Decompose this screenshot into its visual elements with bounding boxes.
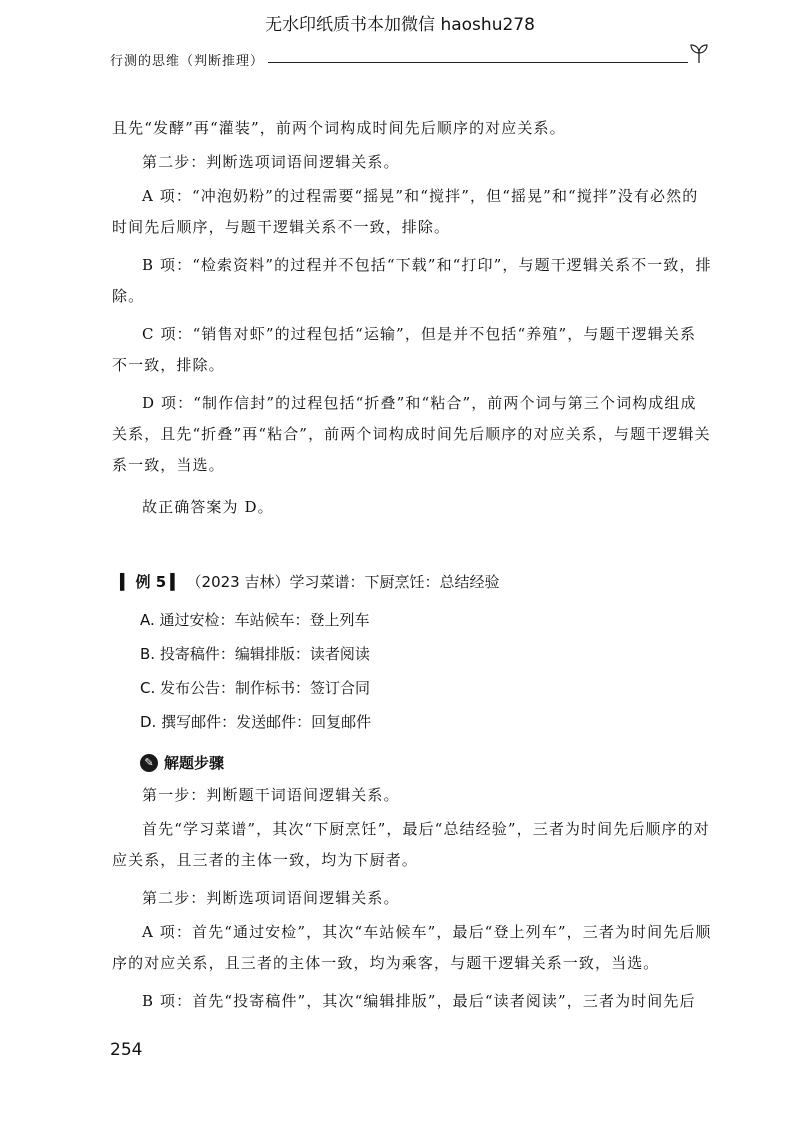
option-a: A. 通过安检：车站候车：登上列车 xyxy=(140,611,370,629)
example-text: （2023 吉林）学习菜谱：下厨烹饪：总结经验 xyxy=(186,573,500,591)
example-bar: ▍ xyxy=(120,573,132,591)
steps-icon: ✎ xyxy=(140,754,158,772)
header-title: 行测的思维（判断推理） xyxy=(110,54,265,69)
watermark-banner: 无水印纸质书本加微信 haoshu278 xyxy=(265,15,535,35)
running-header xyxy=(110,50,710,74)
example-bar: ▍ xyxy=(170,573,182,591)
option-b: B. 投寄稿件：编辑排版：读者阅读 xyxy=(140,645,370,663)
paragraph: D 项：“制作信封”的过程包括“折叠”和“粘合”，前两个词与第三个词构成组成关系，且先“折叠”再“粘合”，前两个词构成时间先后顺序的对应关系，与题干逻辑关系一致，当选。 xyxy=(112,394,711,474)
paragraph: A 项：首先“通过安检”，其次“车站候车”，最后“登上列车”，三者为时间先后顺序的对应关系，且三者的主体一致，均为乘客，与题干逻辑关系一致，当选。 xyxy=(112,923,712,972)
header-rule xyxy=(268,62,688,63)
option-c: C. 发布公告：制作标书：签订合同 xyxy=(140,679,371,697)
steps-label: 解题步骤 xyxy=(164,754,225,772)
paragraph: B 项：“检索资料”的过程并不包括“下载”和“打印”，与题干逻辑关系不一致，排除。 xyxy=(112,256,712,305)
paragraph: 且先“发酵”再“灌装”，前两个词构成时间先后顺序的对应关系。 xyxy=(112,119,566,137)
example-heading xyxy=(120,571,500,592)
paragraph: 故正确答案为 D。 xyxy=(142,498,274,516)
paragraph: C 项：“销售对虾”的过程包括“运输”，但是并不包括“养殖”，与题干逻辑关系不一致，排除。 xyxy=(112,325,697,374)
paragraph: 首先“学习菜谱”，其次“下厨烹饪”，最后“总结经验”，三者为时间先后顺序的对应关系，且三者的主体一致，均为下厨者。 xyxy=(112,820,710,869)
example-number: 例 5 xyxy=(135,573,167,591)
page-number: 254 xyxy=(110,1040,143,1060)
paragraph: A 项：“冲泡奶粉”的过程需要“摇晃”和“搅拌”，但“摇晃”和“搅拌”没有必然的时间先后顺序，与题干逻辑关系不一致，排除。 xyxy=(112,187,699,236)
paragraph: 第二步：判断选项词语间逻辑关系。 xyxy=(142,153,400,171)
paragraph: 第二步：判断选项词语间逻辑关系。 xyxy=(142,889,400,907)
paragraph: B 项：首先“投寄稿件”，其次“编辑排版”，最后“读者阅读”，三者为时间先后 xyxy=(142,992,696,1010)
solution-steps-heading xyxy=(140,752,224,774)
paragraph: 第一步：判断题干词语间逻辑关系。 xyxy=(142,786,400,804)
option-d: D. 撰写邮件：发送邮件：回复邮件 xyxy=(140,713,372,731)
sprout-icon xyxy=(688,42,710,64)
